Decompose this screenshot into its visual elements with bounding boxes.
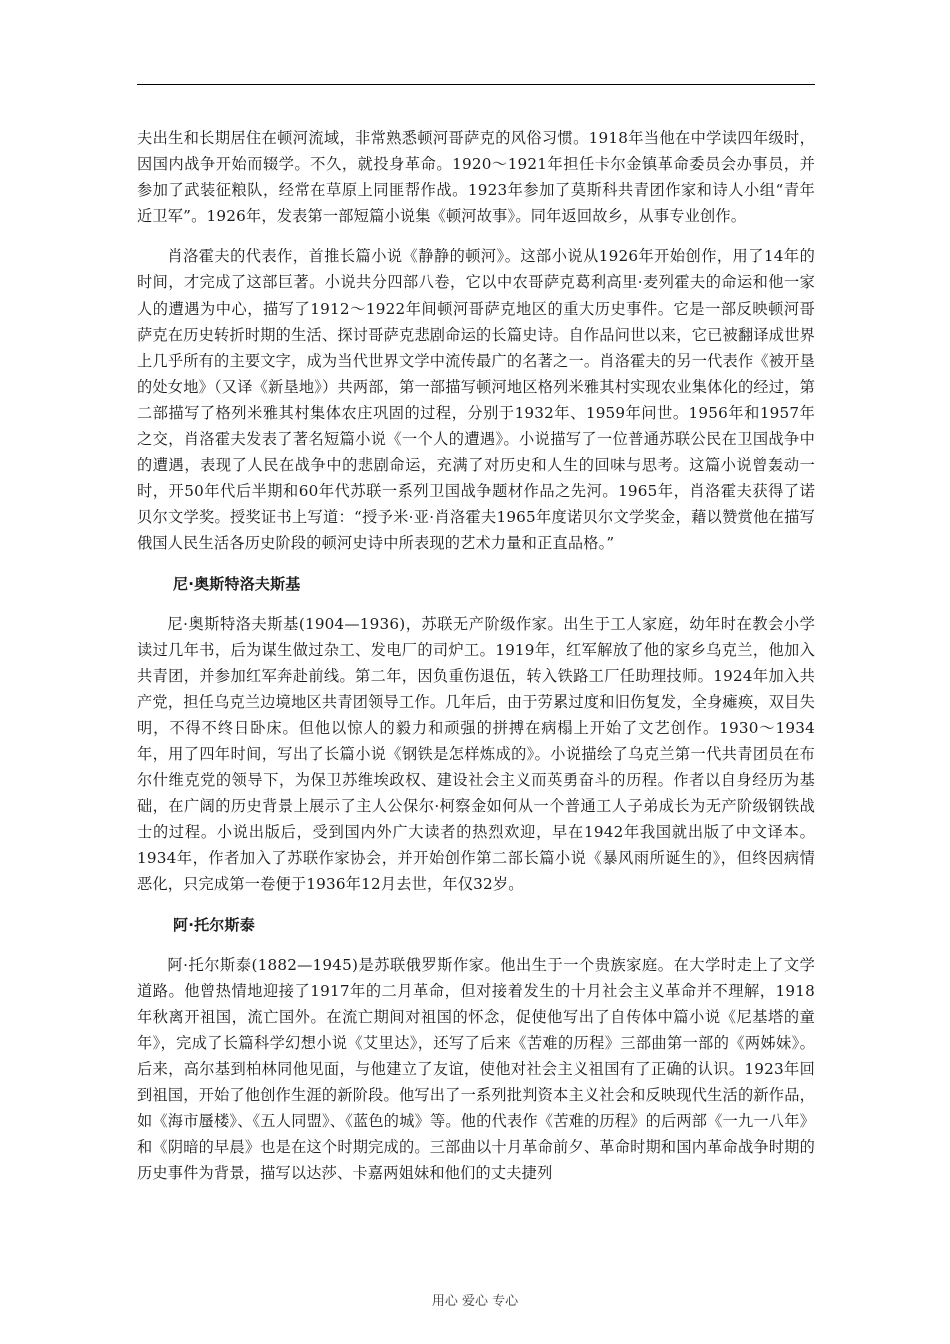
paragraph-gap: [137, 597, 815, 611]
paragraph-gap: [137, 938, 815, 952]
header-rule: [137, 84, 815, 85]
paragraph-sholokhov-biography: 夫出生和长期居住在顿河流域，非常熟悉顿河哥萨克的风俗习惯。1918年当他在中学读四年级时，因国内战争开始而辍学。不久，就投身革命。1920～1921年担任卡尔金镇革命委员会办事员，并参加了武装征粮队，经常在草原上同匪帮作战。1923年参加了莫斯科共青团作家和诗人小组“青年近卫军”。1926年，发表第一部短篇小说集《顿河故事》。同年返回故乡，从事专业创作。: [137, 129, 815, 226]
section-heading-tolstoy: 阿·托尔斯泰: [173, 915, 255, 934]
paragraph-ostrovsky: 尼·奥斯特洛夫斯基(1904—1936)，苏联无产阶级作家。出生于工人家庭，幼年时在教会小学读过几年书，后为谋生做过杂工、发电厂的司炉工。1919年，红军解放了他的家乡乌克兰，他加入共青团，并参加红军奔赴前线。第二年，因负重伤退伍，转入铁路工厂任助理技师。1924年加入共产党，担任乌克兰边境地区共青团领导工作。几年后，由于劳累过度和旧伤复发，全身瘫痪，双目失明，不得不终日卧床。但他以惊人的毅力和顽强的拼搏在病榻上开始了文艺创作。1930～1934年，用了四年时间，写出了长篇小说《钢铁是怎样炼成的》。小说描绘了乌克兰第一代共青团员在布尔什维克党的领导下，为保卫苏维埃政权、建设社会主义而英勇奋斗的历程。作者以自身经历为基础，在广阔的历史背景上展示了主人公保尔·柯察金如何从一个普通工人子弟成长为无产阶级钢铁战士的过程。小说出版后，受到国内外广大读者的热烈欢迎，早在1942年我国就出版了中文译本。1934年，作者加入了苏联作家协会，并开始创作第二部长篇小说《暴风雨所诞生的》，但终因病情恶化，只完成第一卷便于1936年12月去世，年仅32岁。: [137, 614, 815, 894]
paragraph-gap: [137, 229, 815, 243]
document-body: [137, 125, 815, 1186]
page-footer: 用心 爱心 专心: [431, 1294, 519, 1309]
paragraph-gap: [137, 557, 815, 571]
paragraph-tolstoy: 阿·托尔斯泰(1882—1945)是苏联俄罗斯作家。他出生于一个贵族家庭。在大学时走上了文学道路。他曾热情地迎接了1917年的二月革命，但对接着发生的十月社会主义革命并不理解，1918年秋离开祖国，流亡国外。在流亡期间对祖国的怀念，促使他写出了自传体中篇小说《尼基塔的童年》，完成了长篇科学幻想小说《艾里达》，还写了后来《苦难的历程》三部曲第一部的《两姊妹》。后来，高尔基到柏林同他见面，与他建立了友谊，使他对社会主义祖国有了正确的认识。1923年回到祖国，开始了他创作生涯的新阶段。他写出了一系列批判资本主义社会和反映现代生活的新作品，如《海市蜃楼》、《五人同盟》、《蓝色的城》等。他的代表作《苦难的历程》的后两部《一九一八年》和《阴暗的早晨》也是在这个时期完成的。三部曲以十月革命前夕、革命时期和国内革命战争时期的历史事件为背景，描写以达莎、卡嘉两姐妹和他们的丈夫捷列: [137, 955, 815, 1183]
paragraph-gap: [137, 898, 815, 912]
section-heading-ostrovsky: 尼·奥斯特洛夫斯基: [173, 574, 301, 593]
paragraph-sholokhov-works: 肖洛霍夫的代表作，首推长篇小说《静静的顿河》。这部小说从1926年开始创作，用了14年的时间，才完成了这部巨著。小说共分四部八卷，它以中农哥萨克葛利高里·麦列霍夫的命运和他一家人的遭遇为中心，描写了1912～1922年间顿河哥萨克地区的重大历史事件。它是一部反映顿河哥萨克在历史转折时期的生活、探讨哥萨克悲剧命运的长篇史诗。自作品问世以来，它已被翻译成世界上几乎所有的主要文字，成为当代世界文学中流传最广的名著之一。肖洛霍夫的另一代表作《被开垦的处女地》（又译《新垦地》）共两部，第一部描写顿河地区格列米雅其村实现农业集体化的经过，第二部描写了格列米雅其村集体农庄巩固的过程，分别于1932年、1959年问世。1956年和1957年之交，肖洛霍夫发表了著名短篇小说《一个人的遭遇》。小说描写了一位普通苏联公民在卫国战争中的遭遇，表现了人民在战争中的悲剧命运，充满了对历史和人生的回味与思考。这篇小说曾轰动一时，开50年代后半期和60年代苏联一系列卫国战争题材作品之先河。1965年，肖洛霍夫获得了诺贝尔文学奖。授奖证书上写道：“授予米·亚·肖洛霍夫1965年度诺贝尔文学奖金，藉以赞赏他在描写俄国人民生活各历史阶段的顿河史诗中所表现的艺术力量和正直品格。”: [137, 247, 815, 553]
